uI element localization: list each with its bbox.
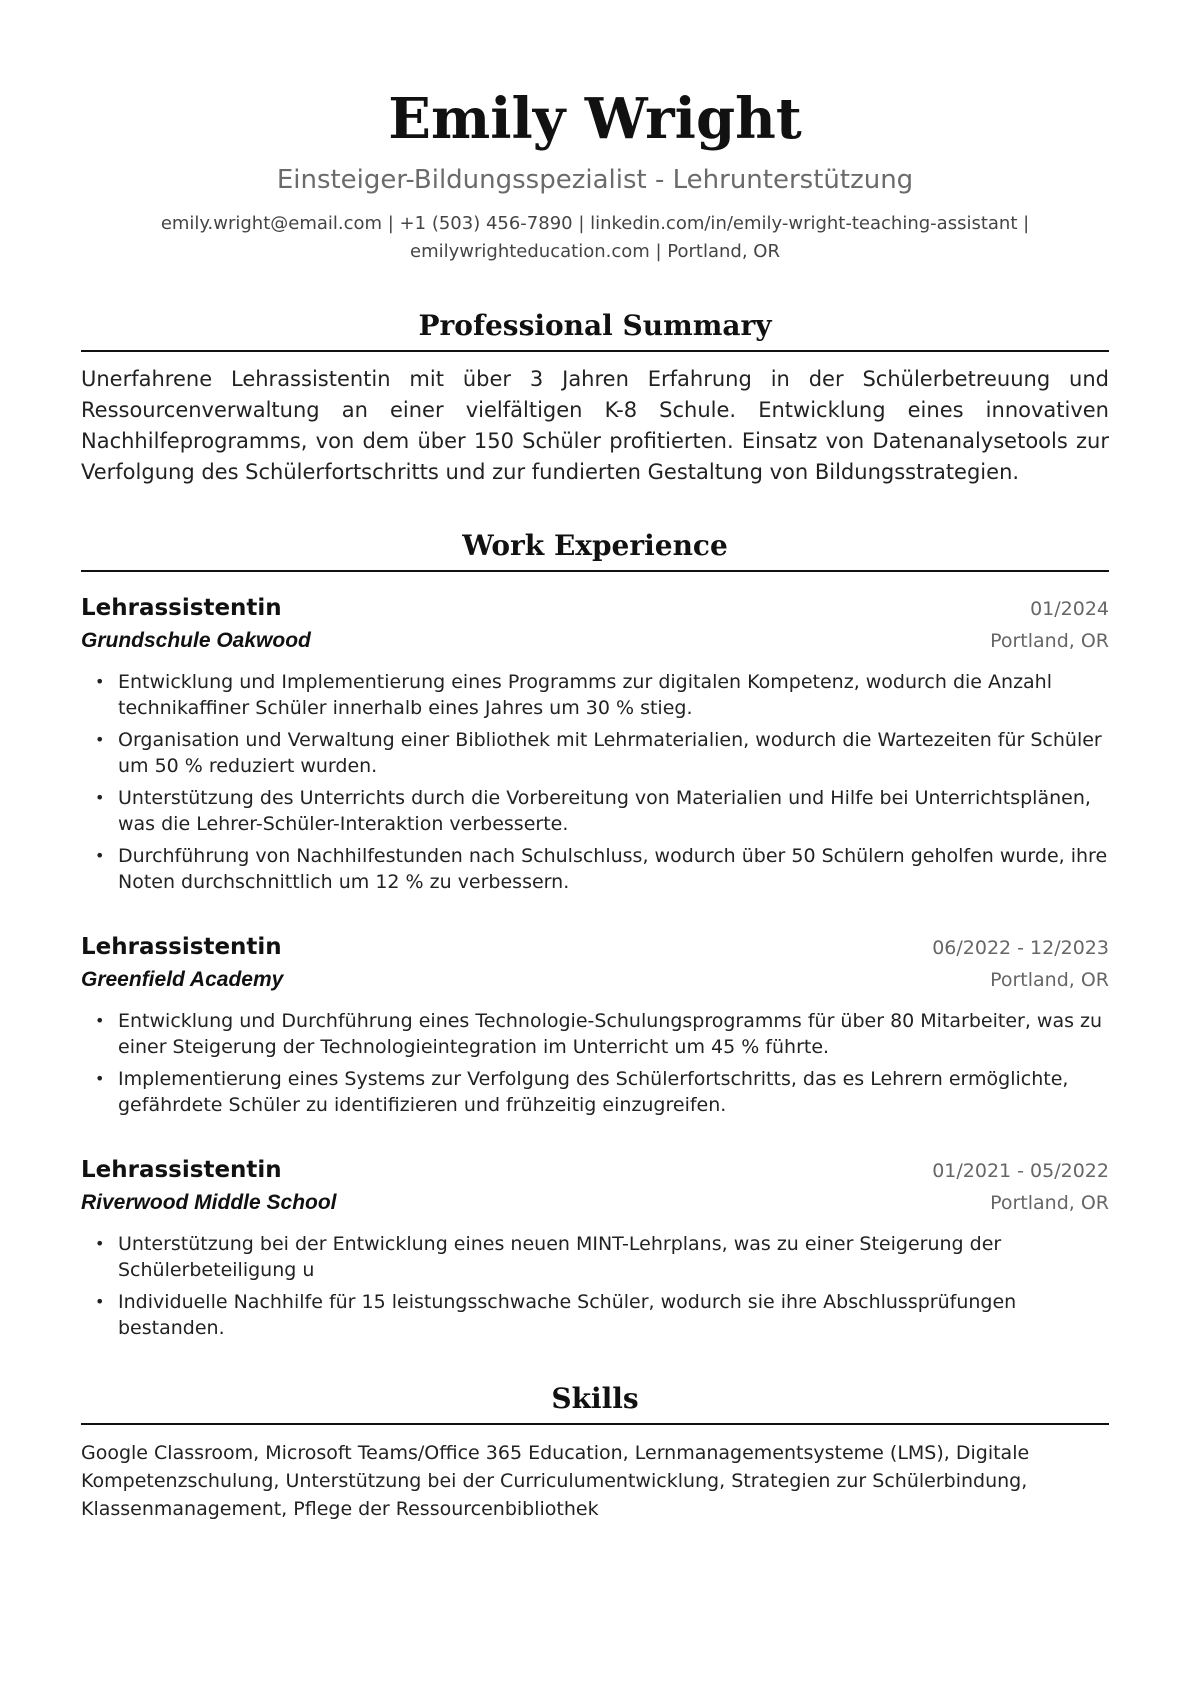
contact-line-2: emilywrighteducation.com | Portland, OR	[410, 241, 780, 262]
job-bullet	[81, 669, 1109, 721]
job-bullet-text: Entwicklung und Durchführung eines Technologie-Schulungsprogramms für über 80 Mitarbeiter, was zu einer Steigerung der Technologieintegration im Unterricht um 45 % führte.	[118, 1010, 1103, 1058]
job-title: Lehrassistentin	[81, 595, 282, 621]
summary-text: Unerfahrene Lehrassistentin mit über 3 Jahren Erfahrung in der Schülerbetreuung und Ressourcenverwaltung an einer vielfältigen K-8 Schule. Entwicklung eines innovativen Nachhilfeprogramms, von dem über 150 Schüler profitierten. Einsatz von Datenanalysetools zur Verfolgung des Schülerfortschritts und zur fundierten Gestaltung von Bildungsstrategien.	[81, 367, 1109, 484]
job-company-row	[81, 964, 1109, 996]
job-bullets	[81, 1231, 1109, 1341]
job-bullet	[81, 1231, 1109, 1283]
job-entry	[81, 1154, 1109, 1341]
job-bullet	[81, 843, 1109, 895]
job-company: Riverwood Middle School	[81, 1191, 337, 1214]
job-bullet	[81, 1008, 1109, 1060]
bullet-icon: •	[95, 1069, 105, 1088]
job-location: Portland, OR	[990, 969, 1109, 991]
job-dates: 06/2022 - 12/2023	[932, 937, 1109, 959]
experience-section	[81, 528, 1109, 1341]
job-bullet-text: Organisation und Verwaltung einer Bibliothek mit Lehrmaterialien, wodurch die Wartezeiten für Schüler um 50 % reduziert wurden.	[118, 729, 1102, 777]
job-bullet	[81, 727, 1109, 779]
job-title: Lehrassistentin	[81, 1157, 282, 1183]
bullet-icon: •	[95, 788, 105, 807]
job-company: Greenfield Academy	[81, 968, 284, 991]
job-entry	[81, 592, 1109, 895]
candidate-headline: Einsteiger-Bildungsspezialist - Lehrunterstützung	[276, 165, 914, 195]
job-dates: 01/2024	[1030, 598, 1109, 620]
job-company-row	[81, 1187, 1109, 1219]
experience-heading: Work Experience	[81, 528, 1109, 572]
job-bullet	[81, 1066, 1109, 1118]
job-bullet-text: Unterstützung des Unterrichts durch die Vorbereitung von Materialien und Hilfe bei Unterrichtsplänen, was die Lehrer-Schüler-Interaktion verbesserte.	[118, 787, 1091, 835]
summary-heading: Professional Summary	[81, 308, 1109, 352]
job-header-row	[81, 1154, 1109, 1187]
job-header-row	[81, 592, 1109, 625]
job-bullet-text: Unterstützung bei der Entwicklung eines neuen MINT-Lehrplans, was zu einer Steigerung der Schülerbeteiligung u	[118, 1233, 1002, 1281]
bullet-icon: •	[95, 730, 105, 749]
job-bullets	[81, 669, 1109, 895]
job-bullets	[81, 1008, 1109, 1118]
job-bullet-text: Implementierung eines Systems zur Verfolgung des Schülerfortschritts, das es Lehrern ermöglichte, gefährdete Schüler zu identifizieren und frühzeitig einzugreifen.	[118, 1068, 1069, 1116]
contact-info	[81, 210, 1109, 266]
bullet-icon: •	[95, 846, 105, 865]
job-bullet	[81, 785, 1109, 837]
job-company: Grundschule Oakwood	[81, 629, 311, 652]
bullet-icon: •	[95, 672, 105, 691]
bullet-icon: •	[95, 1234, 105, 1253]
skills-section	[81, 1381, 1109, 1523]
job-dates: 01/2021 - 05/2022	[932, 1160, 1109, 1182]
job-bullet-text: Entwicklung und Implementierung eines Programms zur digitalen Kompetenz, wodurch die Anzahl technikaffiner Schüler innerhalb eines Jahres um 30 % stieg.	[118, 671, 1053, 719]
job-company-row	[81, 625, 1109, 657]
job-entry	[81, 931, 1109, 1118]
skills-heading: Skills	[81, 1381, 1109, 1425]
summary-section	[81, 308, 1109, 488]
job-location: Portland, OR	[990, 630, 1109, 652]
job-bullet-text: Individuelle Nachhilfe für 15 leistungsschwache Schüler, wodurch sie ihre Abschlussprüfungen bestanden.	[118, 1291, 1017, 1339]
job-bullet	[81, 1289, 1109, 1341]
job-bullet-text: Durchführung von Nachhilfestunden nach Schulschluss, wodurch über 50 Schülern geholfen wurde, ihre Noten durchschnittlich um 12 % zu verbessern.	[118, 845, 1108, 893]
bullet-icon: •	[95, 1011, 105, 1030]
skills-text: Google Classroom, Microsoft Teams/Office 365 Education, Lernmanagementsysteme (LMS), Digitale Kompetenzschulung, Unterstützung bei der Curriculumentwicklung, Strategien zur Schülerbindung, Klassenmanagement, Pflege der Ressourcenbibliothek	[81, 1442, 1030, 1520]
bullet-icon: •	[95, 1292, 105, 1311]
job-title: Lehrassistentin	[81, 934, 282, 960]
job-header-row	[81, 931, 1109, 964]
job-location: Portland, OR	[990, 1192, 1109, 1214]
contact-line-1: emily.wright@email.com | +1 (503) 456-7890 | linkedin.com/in/emily-wright-teaching-assistant |	[160, 213, 1030, 234]
candidate-name: Emily Wright	[388, 86, 802, 152]
